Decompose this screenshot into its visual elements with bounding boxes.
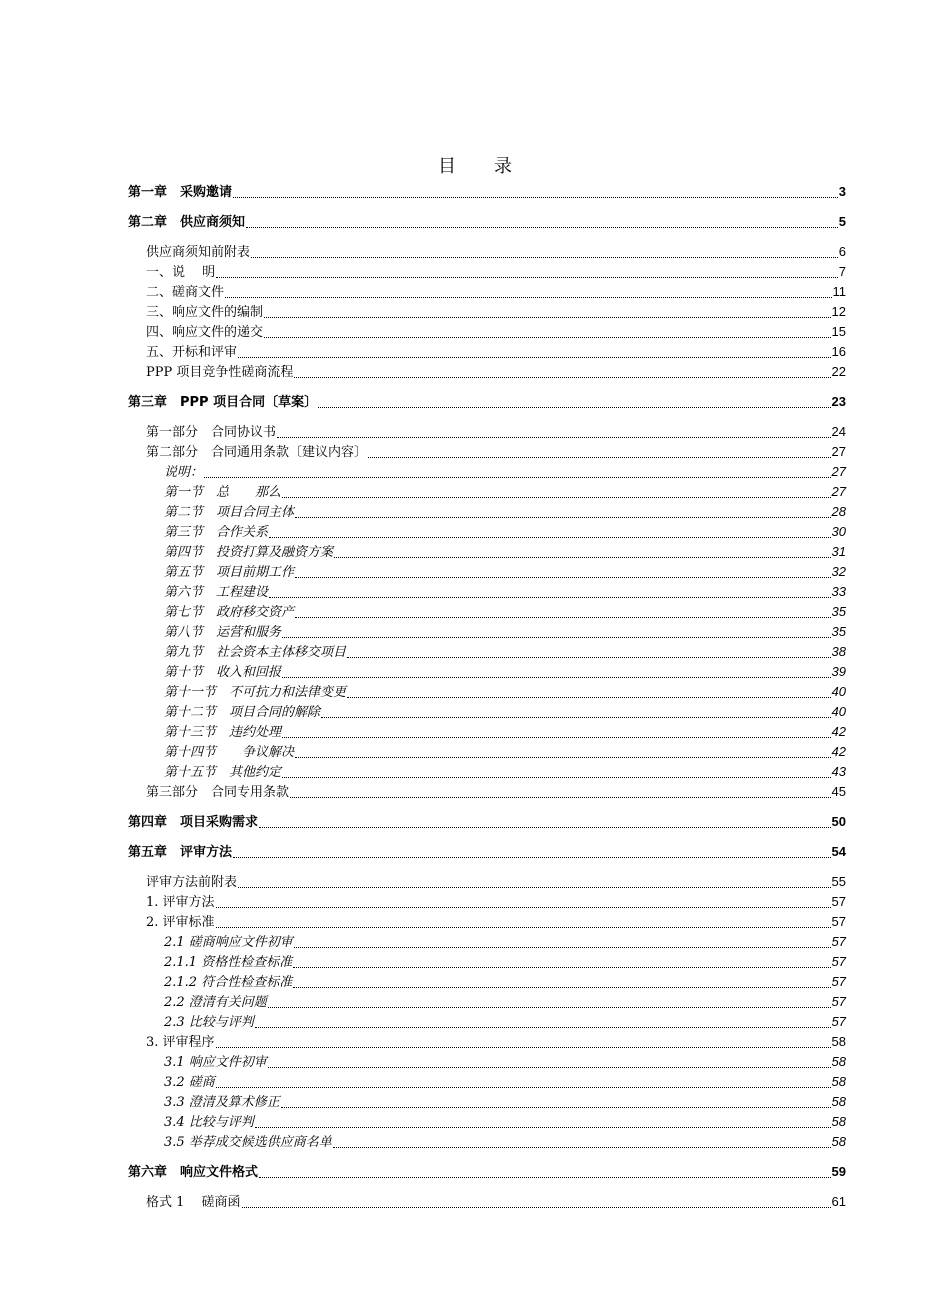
toc-entry-label: 三、响应文件的编制 [146,305,264,320]
toc-entry-label: 第三章 PPP 项目合同〔草案〕 [128,395,318,410]
dot-leader [347,645,831,658]
toc-entry-page: 31 [831,544,846,559]
dot-leader [268,1055,831,1068]
toc-entry-page: 57 [831,914,846,929]
toc-entry[interactable] [128,302,846,322]
dot-leader [368,445,831,458]
toc-entry[interactable] [128,1072,846,1092]
toc-entry-page: 61 [831,1194,846,1209]
dot-leader [294,935,831,948]
toc-entry[interactable] [128,482,846,502]
toc-entry-label: 3.5 举荐成交候选供应商名单 [164,1135,332,1150]
dot-leader [277,425,831,438]
dot-leader [216,265,838,278]
toc-entry[interactable] [128,1052,846,1072]
toc-entry-label: 二、磋商文件 [146,285,225,300]
dot-leader [259,1165,831,1178]
dot-leader [216,1075,831,1088]
toc-entry-label: 第六节 工程建设 [164,585,269,600]
toc-entry-label: 2.1.2 符合性检查标准 [164,975,293,990]
dot-leader [251,245,838,258]
toc-entry[interactable] [128,212,846,232]
toc-entry-page: 16 [831,344,846,359]
toc-entry-page: 58 [831,1034,846,1049]
dot-leader [293,975,830,988]
dot-leader [238,345,831,358]
dot-leader [246,215,838,228]
toc-entry[interactable] [128,502,846,522]
toc-entry-label: 五、开标和评审 [146,345,238,360]
toc-entry[interactable] [128,842,846,862]
dot-leader [295,505,831,518]
toc-entry-page: 43 [831,764,846,779]
toc-entry[interactable] [128,912,846,932]
toc-entry-label: 第十三节 违约处理 [164,725,282,740]
toc-entry-page: 22 [831,364,846,379]
dot-leader [233,845,831,858]
toc-entry[interactable] [128,972,846,992]
toc-entry[interactable] [128,262,846,282]
toc-title-right: 录 [494,156,512,177]
toc-entry-label: 第五章 评审方法 [128,845,233,860]
toc-entry-label: 3.4 比较与评判 [164,1115,254,1130]
toc-entry-page: 58 [831,1094,846,1109]
toc-entry[interactable] [128,952,846,972]
dot-leader [242,1195,831,1208]
toc-entry-page: 27 [831,444,846,459]
toc-entry-page: 12 [831,304,846,319]
dot-leader [282,485,831,498]
toc-entry-page: 59 [831,1164,846,1179]
toc-entry[interactable] [128,282,846,302]
toc-entry-page: 57 [831,974,846,989]
toc-entry-page: 57 [831,994,846,1009]
toc-entry-page: 27 [831,484,846,499]
dot-leader [282,625,831,638]
toc-entry[interactable] [128,892,846,912]
dot-leader [282,665,831,678]
toc-entry-label: 第十二节 项目合同的解除 [164,705,321,720]
toc-entry[interactable] [128,812,846,832]
toc-entry-page: 58 [831,1114,846,1129]
dot-leader [216,895,831,908]
dot-leader [347,685,831,698]
toc-entry-page: 5 [838,214,846,229]
toc-entry-page: 58 [831,1134,846,1149]
toc-entry[interactable] [128,182,846,202]
toc-entry[interactable] [128,622,846,642]
toc-entry-label: 第十四节 争议解决 [164,745,295,760]
toc-entry[interactable] [128,872,846,892]
toc-entry-label: 3. 评审程序 [146,1035,215,1050]
toc-entry-label: 第二章 供应商须知 [128,215,246,230]
toc-entry-page: 6 [838,244,846,259]
dot-leader [233,185,838,198]
dot-leader [225,285,831,298]
toc-entry-page: 40 [831,704,846,719]
toc-entry[interactable] [128,602,846,622]
toc-entry[interactable] [128,422,846,442]
dot-leader [281,1095,831,1108]
dot-leader [264,325,831,338]
toc-entry[interactable] [128,522,846,542]
toc-entry-page: 3 [838,184,846,199]
toc-entry-label: 第一部分 合同协议书 [146,425,277,440]
toc-entry-page: 42 [831,724,846,739]
toc-entry[interactable] [128,342,846,362]
toc-entry[interactable] [128,1192,846,1212]
toc-entry-label: 第十五节 其他约定 [164,765,282,780]
toc-entry-page: 58 [831,1074,846,1089]
toc-entry-label: 供应商须知前附表 [146,245,251,260]
toc-entry-label: 第一节 总 那么 [164,485,282,500]
dot-leader [282,765,831,778]
toc-entry-label: 第十节 收入和回报 [164,665,282,680]
dot-leader [204,465,831,478]
toc-entry-label: 第三部分 合同专用条款 [146,785,290,800]
toc-entry-label: 2.2 澄清有关问题 [164,995,267,1010]
toc-entry[interactable] [128,1132,846,1152]
toc-entry-page: 30 [831,524,846,539]
toc-entry-label: 四、响应文件的递交 [146,325,264,340]
toc-entry-label: 2.1.1 资格性检查标准 [164,955,293,970]
toc-entry[interactable] [128,442,846,462]
toc-entry[interactable] [128,682,846,702]
toc-entry[interactable] [128,1012,846,1032]
dot-leader [255,1115,831,1128]
toc-entry-page: 11 [832,284,846,299]
toc-entry-page: 28 [831,504,846,519]
dot-leader [318,395,830,408]
toc-entry-label: 2.1 磋商响应文件初审 [164,935,293,950]
toc-entry-label: 第十一节 不可抗力和法律变更 [164,685,347,700]
toc-entry-page: 42 [831,744,846,759]
dot-leader [321,705,831,718]
toc-entry-label: 第八节 运营和服务 [164,625,282,640]
toc-entry[interactable] [128,1092,846,1112]
dot-leader [295,565,831,578]
toc-title-left: 目 [438,156,456,177]
dot-leader [333,1135,831,1148]
dot-leader [290,785,831,798]
dot-leader [259,815,831,828]
toc-entry[interactable] [128,642,846,662]
toc-entry[interactable] [128,702,846,722]
toc-entry[interactable] [128,722,846,742]
toc-entry-label: 第四章 项目采购需求 [128,815,259,830]
dot-leader [293,955,830,968]
dot-leader [216,915,831,928]
toc-entry-label: 第六章 响应文件格式 [128,1165,259,1180]
toc-entry[interactable] [128,582,846,602]
toc-entry-label: 一、说 明 [146,265,216,280]
dot-leader [238,875,831,888]
toc-entry-label: 说明： [164,465,204,480]
dot-leader [295,605,831,618]
toc-entry-page: 24 [831,424,846,439]
dot-leader [295,745,831,758]
toc-entry[interactable] [128,242,846,262]
toc-entry-page: 39 [831,664,846,679]
toc-entry-label: 第二节 项目合同主体 [164,505,295,520]
toc-entry-label: 1. 评审方法 [146,895,215,910]
toc-entry[interactable] [128,742,846,762]
toc-entry-page: 23 [831,394,846,409]
toc-entry[interactable] [128,542,846,562]
toc-entry-label: 2. 评审标准 [146,915,215,930]
toc-entry-label: 第七节 政府移交资产 [164,605,295,620]
toc-entry-page: 57 [831,934,846,949]
toc-entry-label: 第五节 项目前期工作 [164,565,295,580]
toc-entry-page: 35 [831,604,846,619]
dot-leader [294,365,830,378]
table-of-contents [128,180,846,1212]
toc-entry-label: 第一章 采购邀请 [128,185,233,200]
dot-leader [268,995,831,1008]
toc-entry[interactable] [128,562,846,582]
toc-entry[interactable] [128,1032,846,1052]
toc-entry[interactable] [128,992,846,1012]
toc-entry-page: 45 [831,784,846,799]
toc-entry[interactable] [128,762,846,782]
toc-title [0,152,950,178]
toc-entry[interactable] [128,392,846,412]
toc-entry-label: 第四节 投资打算及融资方案 [164,545,334,560]
toc-entry[interactable] [128,362,846,382]
toc-entry-page: 57 [831,1014,846,1029]
toc-entry[interactable] [128,1112,846,1132]
toc-entry[interactable] [128,322,846,342]
toc-entry-page: 7 [838,264,846,279]
toc-entry[interactable] [128,1162,846,1182]
toc-entry-label: 2.3 比较与评判 [164,1015,254,1030]
toc-entry-page: 58 [831,1054,846,1069]
toc-entry-page: 55 [831,874,846,889]
dot-leader [269,585,831,598]
toc-entry-label: 评审方法前附表 [146,875,238,890]
toc-entry-label: 第三节 合作关系 [164,525,269,540]
toc-entry[interactable] [128,932,846,952]
toc-entry-label: 3.1 响应文件初审 [164,1055,267,1070]
toc-entry-page: 15 [831,324,846,339]
toc-entry-page: 50 [831,814,846,829]
dot-leader [269,525,831,538]
toc-entry-label: 格式 1 磋商函 [146,1195,241,1210]
toc-entry-page: 54 [831,844,846,859]
toc-entry-page: 32 [831,564,846,579]
toc-entry[interactable] [128,462,846,482]
toc-entry-page: 35 [831,624,846,639]
toc-entry-page: 27 [831,464,846,479]
toc-entry-label: 第九节 社会资本主体移交项目 [164,645,347,660]
dot-leader [255,1015,831,1028]
toc-entry-page: 57 [831,954,846,969]
toc-entry-page: 33 [831,584,846,599]
toc-entry-page: 57 [831,894,846,909]
toc-entry-label: 第二部分 合同通用条款〔建议内容〕 [146,445,368,460]
toc-entry[interactable] [128,662,846,682]
toc-entry-label: PPP 项目竞争性磋商流程 [146,365,294,380]
toc-entry-page: 38 [831,644,846,659]
dot-leader [282,725,831,738]
toc-entry-page: 40 [831,684,846,699]
toc-entry[interactable] [128,782,846,802]
toc-entry-label: 3.3 澄清及算术修正 [164,1095,280,1110]
dot-leader [264,305,831,318]
dot-leader [216,1035,831,1048]
dot-leader [334,545,831,558]
toc-entry-label: 3.2 磋商 [164,1075,215,1090]
